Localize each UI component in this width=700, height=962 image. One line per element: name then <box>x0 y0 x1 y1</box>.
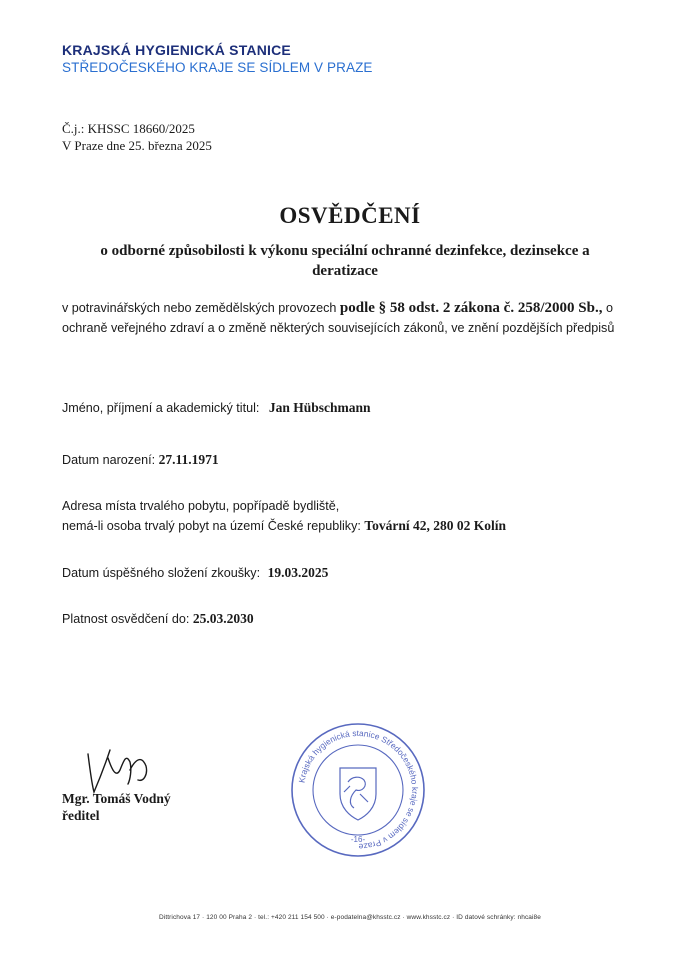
footer-contact: Dittrichova 17 · 120 00 Praha 2 · tel.: +420 211 154 500 · e-podatelna@khsstc.cz · www.khsstc.cz · ID datové schránky: nhcai8e <box>158 914 541 921</box>
valid-label: Platnost osvědčení do: <box>62 612 190 626</box>
exam-value: 19.03.2025 <box>267 565 329 580</box>
address-label-line2: nemá-li osoba trvalý pobyt na území České republiky: <box>62 519 361 533</box>
official-stamp <box>288 720 428 860</box>
document-subtitle: o odborné způsobilosti k výkonu speciální ochranné dezinfekce, dezinsekce a deratizace <box>100 243 590 279</box>
legal-basis-law: podle § 58 odst. 2 zákona č. 258/2000 Sb., <box>339 300 603 316</box>
field-validity <box>62 611 254 627</box>
legal-basis-prefix: v potravinářských nebo zemědělských provozech <box>62 301 340 315</box>
stamp-outer-text: Krajská hygienická stanice Středočeského kraje se sídlem v Praze <box>296 727 421 853</box>
address-value: Tovární 42, 280 02 Kolín <box>364 518 507 533</box>
org-region: STŘEDOČESKÉHO KRAJE SE SÍDLEM V PRAZE <box>62 60 373 75</box>
legal-basis-suffix: o ochraně veřejného zdraví a o změně některých souvisejících zákonů, ve znění pozdějších předpisů <box>62 301 615 335</box>
stamp-number: -16- <box>350 835 366 844</box>
field-birth-date <box>62 452 219 468</box>
field-address <box>62 496 506 536</box>
reference-date: V Praze dne 25. března 2025 <box>62 138 212 153</box>
legal-basis <box>62 298 622 338</box>
field-name <box>62 400 371 416</box>
birth-value: 27.11.1971 <box>158 452 219 467</box>
reference-block <box>62 120 212 154</box>
address-label-line1: Adresa místa trvalého pobytu, popřípadě bydliště, <box>62 499 340 513</box>
stamp-emblem <box>340 768 376 820</box>
birth-label: Datum narození: <box>62 453 156 467</box>
name-label: Jméno, příjmení a akademický titul: <box>62 401 260 415</box>
field-exam-date <box>62 565 328 581</box>
org-name: KRAJSKÁ HYGIENICKÁ STANICE <box>62 42 291 58</box>
name-value: Jan Hübschmann <box>268 400 371 415</box>
exam-label: Datum úspěšného složení zkoušky: <box>62 566 261 580</box>
signer-block <box>62 790 171 824</box>
document-title: OSVĚDČENÍ <box>279 203 421 228</box>
signer-role: ředitel <box>62 808 100 823</box>
valid-value: 25.03.2030 <box>192 611 254 626</box>
signer-name: Mgr. Tomáš Vodný <box>62 791 171 806</box>
reference-number: Č.j.: KHSSC 18660/2025 <box>62 121 195 136</box>
